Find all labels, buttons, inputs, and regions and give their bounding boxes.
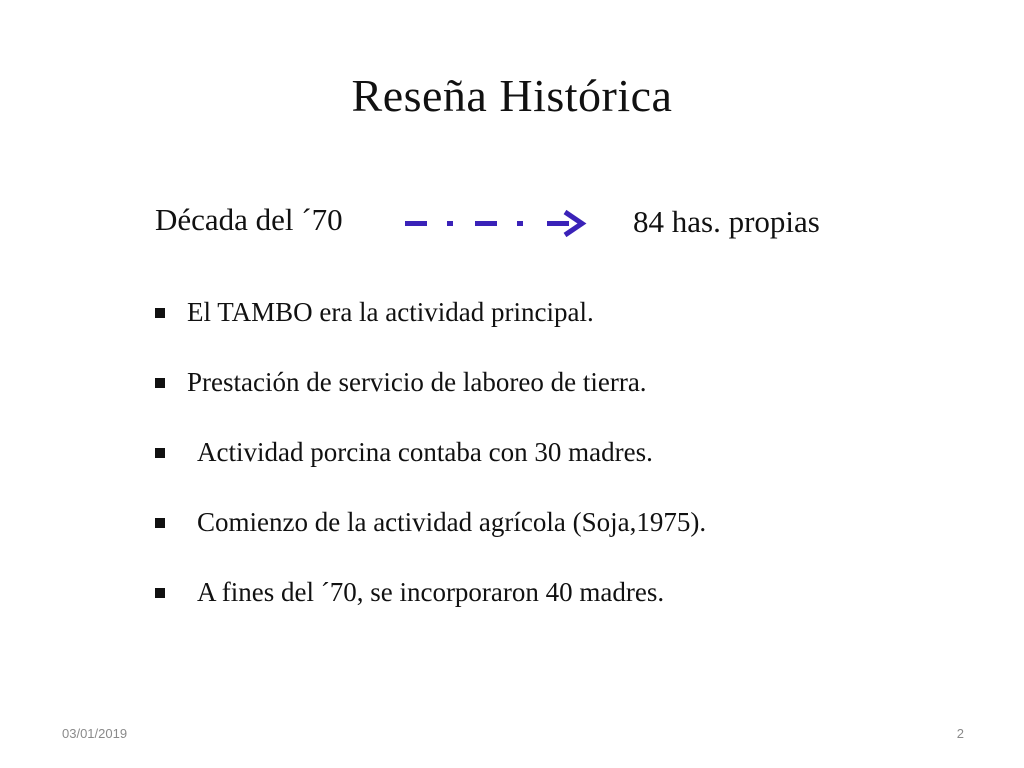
decade-row xyxy=(155,198,915,246)
square-bullet-icon xyxy=(155,308,165,318)
bullet-text: Prestación de servicio de laboreo de tierra. xyxy=(187,367,647,397)
slide-title: Reseña Histórica xyxy=(351,70,673,121)
square-bullet-icon xyxy=(155,448,165,458)
decade-label: Década del ´70 xyxy=(155,202,343,237)
bullet-text: A fines del ´70, se incorporaron 40 madres. xyxy=(197,577,665,607)
page-number: 2 xyxy=(956,726,964,741)
square-bullet-icon xyxy=(155,518,165,528)
bullet-text: Comienzo de la actividad agrícola (Soja,1975). xyxy=(197,507,707,537)
square-bullet-icon xyxy=(155,588,165,598)
square-bullet-icon xyxy=(155,378,165,388)
bullet-text: El TAMBO era la actividad principal. xyxy=(187,297,594,327)
footer-date: 03/01/2019 xyxy=(62,726,128,741)
bullet-text: Actividad porcina contaba con 30 madres. xyxy=(197,437,653,467)
decade-value: 84 has. propias xyxy=(633,204,820,239)
